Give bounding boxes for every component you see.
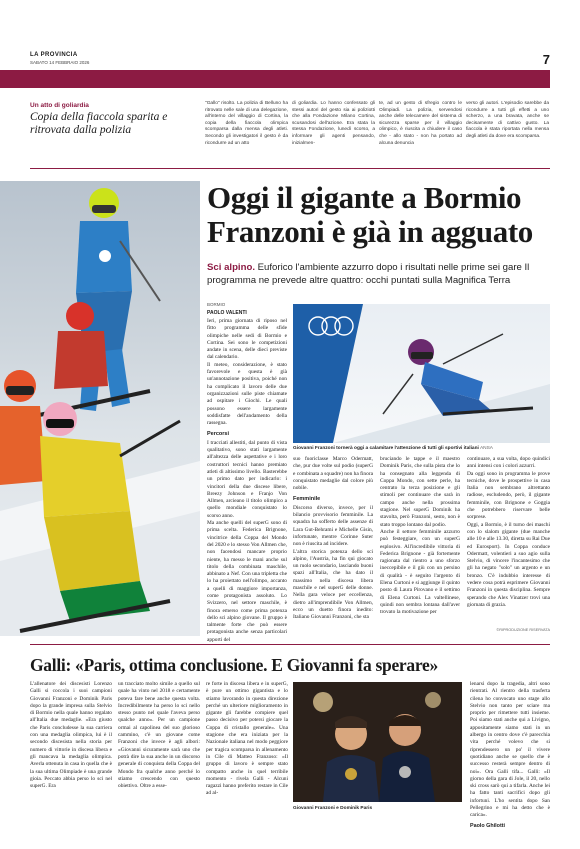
franzoni-photo (293, 304, 550, 443)
paragraph: Da oggi sono in programma le prove tecniche, dove le prospettive in casa Italia non sembrano altrettanto radiose, escludendo, però, il gigante femminile, con Brignone e Goggia che potrebbero riservare belle sorprese. (467, 470, 550, 521)
paragraph: L'altra storica potenza dello sci alpino, l'Austria, ha fin qui giocato un ruolo secondario, lasciando buoni spazi all'Italia, che ha dato il massimo nella discesa libera maschile e nel superG delle donne. Nella gara veloce per eccellenza, dietro all'imprendibile Von Allmen, ecco un duetto finora inedito: Italiano Giovanni Franzoni, che sta (293, 548, 373, 621)
paragraph: continuare, a sua volta, dopo quindici anni intensi con i colori azzurri. (467, 456, 550, 470)
author-signature: Paolo Ghilotti (470, 822, 506, 829)
strip-kicker: Un atto di goliardia (30, 102, 89, 109)
page-number: 7 (542, 52, 550, 67)
article-column-2 (293, 456, 373, 622)
bottom-photo-caption: Giovanni Franzoni e Dominik Paris (293, 806, 373, 811)
paragraph: re forte in discesa libera e in superG, è pure un ottimo gigantista e lo stiamo lavorando in questa direzione perché un ulteriore miglioramento in gigante gli farebbe compiere quel passo decisivo per potersi giocare la Coppa di cristallo generale». Una stagione che era iniziata per la Nazionale italiana nel modo peggiore per tragica scomparsa in allenamento in Cile di Matteo Franzoso: «Il gruppo di lavoro è sempre stato compatto anche in quel terribile momento - rivela Galli - Alcuni ragazzi hanno preferito restare in Cile ad al- (206, 681, 288, 797)
bottom-column-2 (118, 681, 200, 790)
bottom-column-1 (30, 681, 112, 790)
paragraph: Ma anche quelli del superG sono di prima scelta. Federica Brignone, vincitrice della Coppa del Mondo del 2020 e lo stesso Von Allmen che, non facendosi mancare proprio niente, ha messo le mani anche sul titolo della combinata maschile, abbinato a Nef. Con una tripletta che lo ha proiettato nell'olimpo, accanto a quelli di maggiore importanza, come protagonista assoluto. Lo Svizzero, nel settore maschile, è finora emerso come prima potenza dello sci alpino giovane. Il gruppo è talmente forte che può essere protagonista anche senza particolari apporti del (207, 520, 287, 643)
strip-column: verso gli autori. L'episodio sarebbe da ricondurre a tutti gli effetti a uno scherzo, a una bravata, anche se decisamente di cattivo gusto. La fiaccola è stata riportata nella mensa degli atleti da dove era scomparsa. (466, 101, 549, 139)
subheading: Femminile (293, 496, 321, 503)
paragraph: L'allenatore dei discesisti Lorenzo Galli si coccola i suoi campioni Giovanni Franzoni e Dominik Paris dopo la grande impresa sulla Stelvio di Bormio nella quale hanno regalato all'Italia due medaglie. «Era giusto che Paris concludesse la sua carriera con una medaglia olimpica, lui è il secondo discesista nella storia per numero di vittorie in discesa libera e gli mancava la medaglia olimpica. Averla ottenuta in casa in quella che è la sua ultima Olimpiade è una grande gioia. Peccato abbia perso lo sci nel superG. Era (30, 681, 112, 790)
byline-city: BORMIO (207, 302, 226, 307)
bottom-column-3 (206, 681, 288, 798)
byline-author: PAOLO VALENTI (207, 310, 247, 316)
franzoni-illustration (293, 304, 550, 443)
main-deck (207, 261, 550, 287)
paragraph: un tracciato molto simile a quello sul quale ha vinto nel 2018 e certamente poteva fare bene anche questa volta. Incredibilmente ha perso lo sci nello stesso punto nel quale l'aveva perso qualche anno». Per un campione ormai al capolinea del suo glorioso cammino, c'è un giovane come Franzoni che invece è agli albori: «Giovanni sicuramente sarà uno che potrà dire la sua anche in un discorso generale di conquista della Coppa del Mondo fra qualche anno perché lo stiamo crescendo con questo obiettivo. Oltre a esse- (118, 681, 200, 790)
article-column-3 (380, 456, 460, 617)
main-headline: Oggi il gigante a Bormio Franzoni è già in agguato (207, 180, 533, 249)
bottom-divider (30, 644, 550, 645)
celebration-illustration (293, 682, 462, 802)
paragraph: suo fuoriclasse Marco Odermatt, che, pur due volte sul podio (superG e combinata a squadre) non ha finora conquistato medaglie dal colore più nobile. (293, 456, 373, 492)
issue-date: SABATO 14 FEBBRAIO 2026 (30, 60, 90, 65)
header-band (0, 70, 550, 88)
strip-column: "Gallo" risolto. La polizia di Belluno ha ritrovato nelle sale di una delegazione, all'interno del villaggio di Cortina, la copia della fiaccola olimpica scomparsa dalla mensa degli atleti. Secondo gli investigatori il gesto è da ricondurre ad un atto (205, 101, 288, 146)
ski-cross-photo (0, 181, 200, 636)
strip-divider (30, 168, 550, 169)
article-column-4 (467, 456, 550, 609)
bottom-column-4 (470, 681, 550, 830)
paragraph: Discorso diverso, invece, per il bilancio provvisorio femminile. La squadra ha sofferto delle assenze di Lara Gut-Behrami e Michelle Gisin, infortunate, mentre Corinne Suter non è riuscita ad incidere. (293, 504, 373, 548)
paragraph: Ieri, prima giornata di riposo nel fitto programma delle sfide olimpiche nelle sedi di Bormio e Cortina. Sei sono le competizioni andate in scena, delle dieci previste dal calendario. (207, 318, 287, 361)
paragraph: I tracciati allestiti, dal punto di vista qualitativo, sono stati largamente all'altezza delle aspettative e i loro costruttori tecnici hanno premiato atleti di altissimo livello. Basterebbe un primo dato per indicarlo: i vincitori della due discese libere, Breezy Johnson e Franjo Von Allmen, arcieano il titolo olimpico a quello mondiale conquistato lo scorso anno. (207, 439, 287, 519)
franzoni-paris-photo (293, 682, 462, 802)
deck-text: Euforico l'ambiente azzurro dopo i risultati nelle prime sei gare Il programma ne prevede altre quattro: occhi puntati sulla Magnifica Terra (207, 262, 530, 286)
strip-column: te, ad un gesto di sfregio contro le Olimpiadi. La polizia, servendosi anche delle telecamere del sistema di sicurezza sparse per il villaggio olimpico, è riuscita a chiudere il caso che - allo stato - non ha portato ad alcuna denuncia (379, 101, 462, 146)
photo-caption (293, 446, 550, 451)
paragraph: lenarsi dopo la tragedia, altri sono rientrati. Al rientro della trasferta cilena ho convocato uno stage allo Stelvio non tanto per sciare ma proprio per rimettere tutti insieme. Poi siamo stati anche qui a Livigno, appositamente siamo stati in un albergo in centro dove c'è parecchia vita perché volevo che si riprendessero un po' il vivere quotidiano anche se quello che è successo resterà sempre dentro di noi». Ora Galli tifa... Galli: «Il giorno della gara di Jole, il 20, nello ski cross sarò qui a tifarla. Anche lei ha fatto tanti sacrifici dopo gli infortuni. L'ho sentita dopo San Pellegrino e mi ha detto che è carica». (470, 681, 550, 819)
deck-kicker: Sci alpino. (207, 262, 255, 273)
copyright-note: ©RIPRODUZIONE RISERVATA (496, 628, 550, 632)
caption-text: Giovanni Franzoni tornerà oggi a calamitare l'attenzione di tutti gli sportivi italiani (293, 446, 479, 451)
paragraph: Anche il settore femminile azzurro può festeggiare, con un superG esplosivo. All'incredibile vittoria di Federica Brignone - già fortemente ragionata dal rientro a uno sforzo ineccepibile e il giù con un persino di qualità - è seguito l'argento di Elena Curtoni e si aggiunge il quinto posto di Laura Pirovano e il settimo di Elena Curtoni. La valtellinese, quindi non sembra lontana dall'aver trovato la motivazione per (380, 528, 460, 616)
paragraph: bruciando le tappe e il maestro Dominik Paris, che sulla pista che lo ha consegnato alla leggenda di Coppa Mondo, con sette perle, ha centrato la terza posizione e gli stimoli per continuare che sarà in campo anche nella prossima stagione. Nel superG Dominik ha stavolta, però Franzoni, sesto, non è stato troppo lontano dal podio. (380, 456, 460, 528)
paragraph: Il meteo, considerazione, è stato favorevole e questa è già un'annotazione positiva, poiché non ha complicato il lavoro delle due organizzazioni sulle piste chiamate ad ospitare i Giochi. Le quali possono essere largamente soddisfatte dell'andamento della rassegna. (207, 361, 287, 427)
strip-title: Copia della fiaccola sparita e ritrovata dalla polizia (30, 111, 168, 136)
paragraph: Oggi, a Bormio, è il turno dei maschi con lo slalom gigante (due manche alle 10 e alle 13.30, diretta su Rai Due ed Eurosport). In Coppa conduce Odermatt, volentieri a suo agio sulla Stelvio, di vincere l'incantesimo che gli ha negato "solo" un argento e un bronzo. C'è indubbio interesse di vedere cosa potrà esprimere Giovanni Franzoni in questa disciplina. Sempre sperando che Alex Vinatzer trovi una giornata di grazia. (467, 521, 550, 608)
subheading: Percorsi (207, 431, 230, 438)
masthead (30, 52, 550, 72)
bottom-headline: Galli: «Paris, ottima conclusione. E Giovanni fa sperare» (30, 655, 438, 675)
newspaper-name: LA PROVINCIA (30, 52, 78, 58)
ski-cross-illustration (0, 181, 200, 636)
strip-column: di goliardia. Lo hanno confessato gli stessi autori del gesto sia ai poliziotti che alla Fondazione Milano Cortina, scusandosi dell'azione. Era stata la stessa Fondazione, lunedì scorso, a informare gli agenti pensando, inizialmen- (292, 101, 375, 146)
article-column-1 (207, 318, 287, 644)
photo-credit: ANSA (479, 446, 494, 451)
